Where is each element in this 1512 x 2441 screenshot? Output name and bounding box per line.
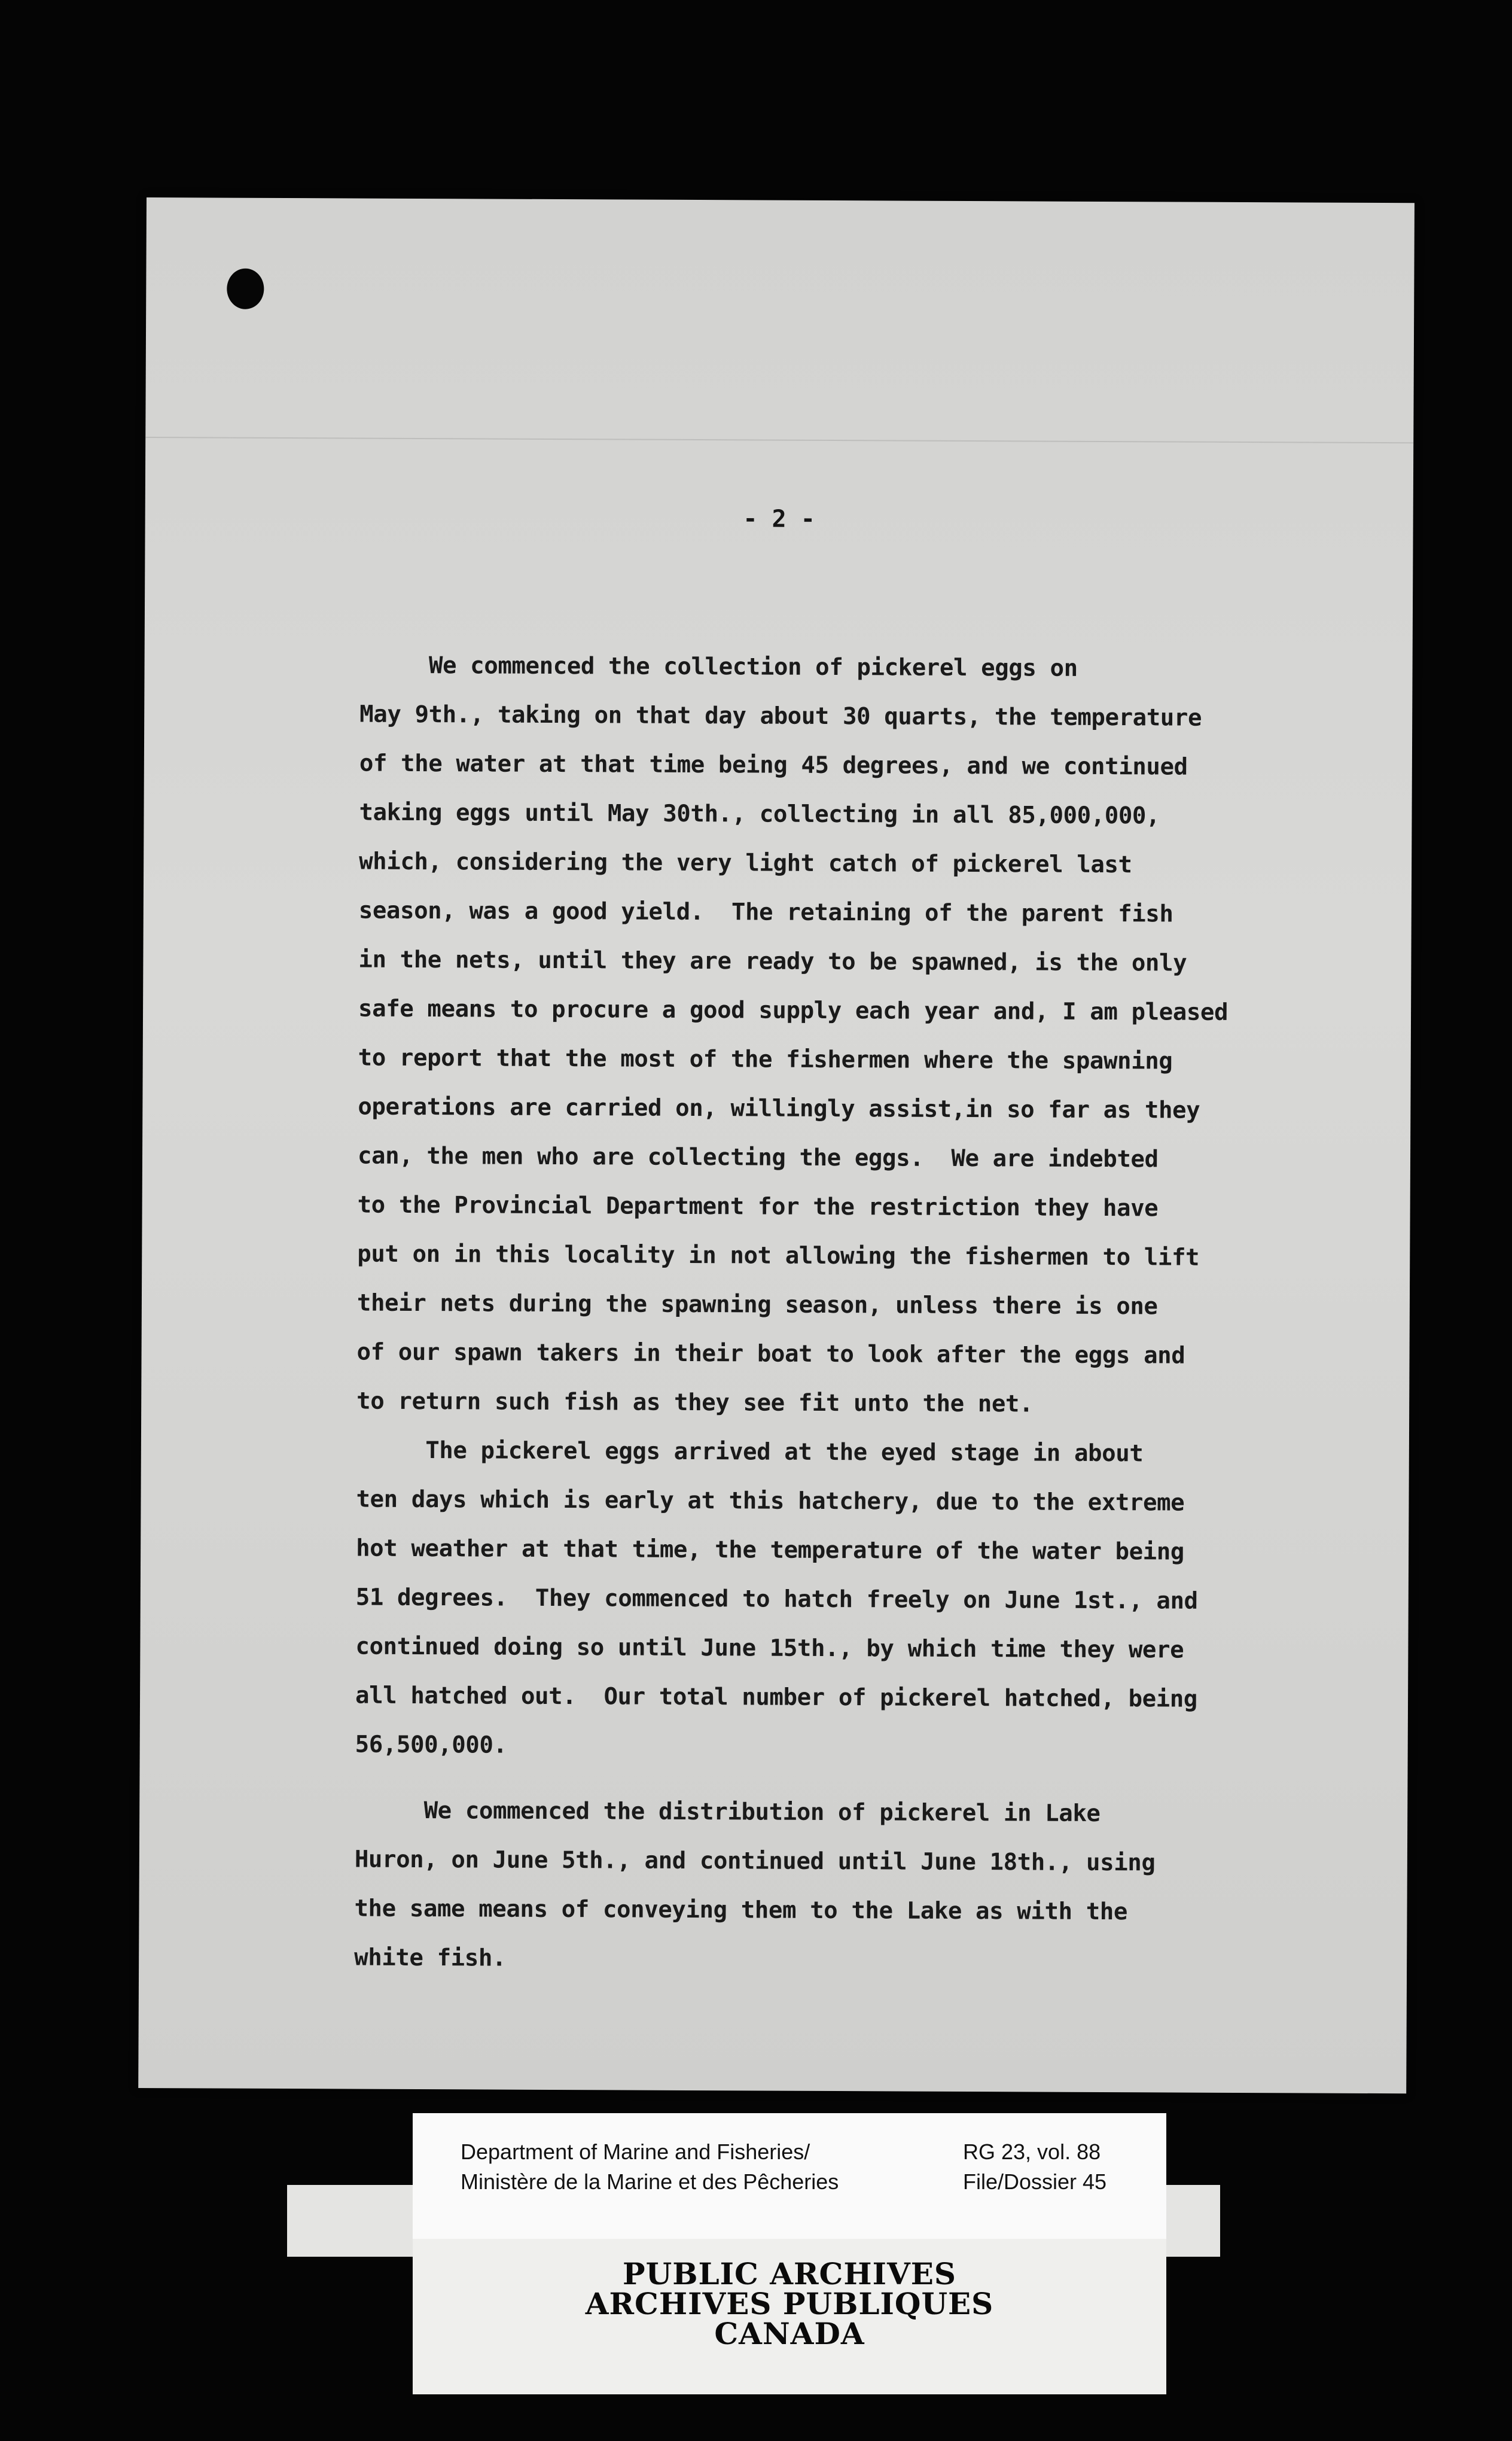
typewritten-body [354,641,1413,1988]
paragraph [354,1786,1407,1988]
text-line: hot weather at that time, the temperature of the water being [356,1535,1185,1566]
text-line: all hatched out. Our total number of pickerel hatched, being [355,1682,1198,1713]
text-line: We commenced the distribution of pickerel in Lake [355,1797,1101,1827]
department-name [461,2137,839,2197]
text-line: in the nets, until they are ready to be spawned, is the only [358,946,1187,977]
paper-fold-line [145,437,1413,443]
text-line: The pickerel eggs arrived at the eyed stage in about [356,1436,1144,1468]
text-line: taking eggs until May 30th., collecting in all 85,000,000, [359,799,1160,830]
punch-hole [227,269,264,309]
department-name-fr: Ministère de la Marine et des Pêcheries [461,2169,839,2194]
text-line: season, was a good yield. The retaining of the parent fish [358,897,1173,928]
text-line: 56,500,000. [355,1731,507,1759]
text-line: operations are carried on, willingly assist,in so far as they [358,1093,1200,1124]
text-line: the same means of conveying them to the Lake as with the [354,1895,1128,1926]
document-page [138,197,1415,2093]
page-number: - 2 - [743,505,815,533]
record-group: RG 23, vol. 88 [963,2139,1101,2164]
text-line: We commenced the collection of pickerel eggs on [359,652,1078,682]
archive-stamp [413,2239,1166,2394]
paragraph [355,1426,1409,1775]
text-line: to report that the most of the fishermen where the spawning [358,1044,1173,1075]
text-line: continued doing so until June 15th., by which time they were [355,1633,1184,1664]
text-line: of the water at that time being 45 degrees, and we continued [359,750,1188,781]
text-line: to the Provincial Department for the restriction they have [357,1191,1159,1222]
stamp-line-1: PUBLIC ARCHIVES [623,2256,956,2291]
record-reference [963,2137,1106,2197]
text-line: 51 degrees. They commenced to hatch freely on June 1st., and [355,1584,1198,1615]
text-line: white fish. [354,1944,507,1972]
text-line: can, the men who are collecting the eggs. We are indebted [357,1142,1159,1173]
text-line: of our spawn takers in their boat to look after the eggs and [356,1338,1185,1369]
text-line: safe means to procure a good supply each year and, I am pleased [358,995,1228,1026]
text-line: ten days which is early at this hatchery, due to the extreme [356,1486,1185,1517]
archive-stamp-text [413,2256,1166,2351]
file-number: File/Dossier 45 [963,2169,1107,2194]
text-line: May 9th., taking on that day about 30 quarts, the temperature [359,701,1202,732]
text-line: Huron, on June 5th., and continued until June 18th., using [354,1846,1156,1877]
text-line: to return such fish as they see fit unto the net. [356,1387,1034,1418]
department-name-en: Department of Marine and Fisheries/ [461,2139,810,2164]
archive-reference-label [413,2113,1166,2239]
paragraph [356,641,1413,1431]
text-line: put on in this locality in not allowing the fishermen to lift [357,1240,1200,1271]
text-line: their nets during the spawning season, unless there is one [356,1289,1158,1320]
stamp-line-2: ARCHIVES PUBLIQUES [585,2286,994,2321]
stamp-line-3: CANADA [714,2316,865,2351]
text-line: which, considering the very light catch of pickerel last [359,848,1132,879]
